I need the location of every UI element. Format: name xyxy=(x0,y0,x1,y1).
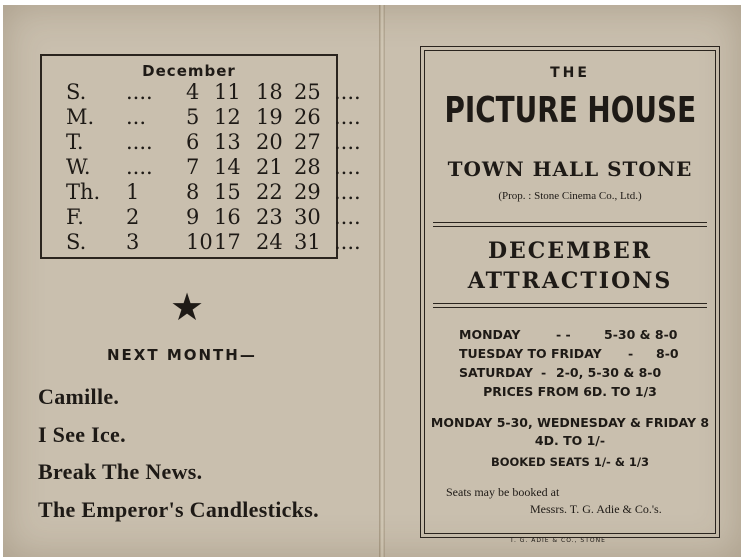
calendar-date: 20 xyxy=(256,130,283,154)
calendar-date: 13 xyxy=(214,130,241,154)
calendar-row xyxy=(66,79,361,105)
calendar-date: 19 xyxy=(256,105,283,129)
proprietor: (Prop. : Stone Cinema Co., Ltd.) xyxy=(498,190,642,202)
attractions-heading-2: ATTRACTIONS xyxy=(467,268,673,294)
next-month-heading: NEXT MONTH— xyxy=(107,346,257,364)
film-title: The Emperor's Candlesticks. xyxy=(38,497,319,522)
calendar-date: 23 xyxy=(256,205,283,229)
calendar-date: .... xyxy=(334,130,361,154)
calendar-date: .... xyxy=(334,205,361,229)
calendar-date: .... xyxy=(126,80,153,104)
calendar-weekday: Th. xyxy=(66,180,101,204)
calendar-date: 9 xyxy=(186,205,200,229)
calendar-date: 6 xyxy=(186,130,200,154)
calendar-date: 15 xyxy=(214,180,241,204)
booking-agent: Messrs. T. G. Adie & Co.'s. xyxy=(530,502,662,516)
divider xyxy=(433,303,707,304)
calendar-date: 11 xyxy=(214,80,241,104)
cinema-location: TOWN HALL STONE xyxy=(447,157,693,181)
divider xyxy=(433,222,707,223)
calendar-weekday: S. xyxy=(66,80,87,104)
attractions-heading-1: DECEMBER xyxy=(487,238,653,264)
booking-note: Seats may be booked at xyxy=(446,485,560,499)
star-icon: ★ xyxy=(170,285,205,329)
header-the: THE xyxy=(550,65,590,81)
schedule-times: 8-0 xyxy=(656,346,679,361)
schedule-day: SATURDAY xyxy=(459,365,533,380)
calendar-weekday: S. xyxy=(66,230,87,254)
calendar-row xyxy=(66,229,361,255)
film-title: Camille. xyxy=(38,384,120,409)
calendar-date: 26 xyxy=(294,105,321,129)
calendar-date: ... xyxy=(126,105,147,129)
printer-credit: T. G. ADIE & CO., STONE xyxy=(510,537,606,544)
calendar-date: .... xyxy=(334,105,361,129)
calendar-date: 5 xyxy=(186,105,200,129)
fold-crease xyxy=(379,5,385,557)
calendar-date: 24 xyxy=(256,230,283,254)
calendar-row xyxy=(66,129,361,155)
divider xyxy=(433,226,707,227)
calendar-date: 8 xyxy=(186,180,200,204)
calendar-date: 3 xyxy=(126,230,140,254)
divider xyxy=(433,307,707,308)
calendar-date: 21 xyxy=(256,155,283,179)
calendar-date: .... xyxy=(334,80,361,104)
cinema-name: PICTURE HOUSE xyxy=(444,90,697,131)
special-showings: MONDAY 5-30, WEDNESDAY & FRIDAY 8 xyxy=(430,415,710,430)
calendar-date: 12 xyxy=(214,105,241,129)
calendar-date: 16 xyxy=(214,205,241,229)
calendar-date: .... xyxy=(334,155,361,179)
calendar-weekday: W. xyxy=(66,155,91,179)
calendar-date: 30 xyxy=(294,205,321,229)
schedule-day: TUESDAY TO FRIDAY xyxy=(459,346,602,361)
calendar-date: 2 xyxy=(126,205,140,229)
calendar-date: 28 xyxy=(294,155,321,179)
calendar-date: 7 xyxy=(186,155,200,179)
calendar-date: 31 xyxy=(294,230,321,254)
calendar-date: 25 xyxy=(294,80,321,104)
calendar-weekday: F. xyxy=(66,205,84,229)
calendar-date: 27 xyxy=(294,130,321,154)
film-title: I See Ice. xyxy=(38,422,126,447)
calendar-date: .... xyxy=(126,130,153,154)
prices: PRICES FROM 6D. TO 1/3 xyxy=(483,384,657,399)
calendar-month: December xyxy=(142,62,236,80)
calendar-date: 4 xyxy=(186,80,200,104)
booked-seats: BOOKED SEATS 1/- & 1/3 xyxy=(490,455,650,469)
calendar-row xyxy=(66,204,361,230)
calendar-date: .... xyxy=(334,180,361,204)
calendar-date: 17 xyxy=(214,230,241,254)
schedule-sep: - - xyxy=(556,327,571,342)
calendar-row xyxy=(66,179,361,205)
calendar-date: 22 xyxy=(256,180,283,204)
calendar-date: 29 xyxy=(294,180,321,204)
schedule-sep: - xyxy=(541,365,547,380)
schedule-times: 2-0, 5-30 & 8-0 xyxy=(556,365,662,380)
calendar-date: 14 xyxy=(214,155,241,179)
calendar-row xyxy=(66,104,361,130)
schedule-times: 5-30 & 8-0 xyxy=(604,327,678,342)
calendar-date: 18 xyxy=(256,80,283,104)
film-title: Break The News. xyxy=(38,459,203,484)
schedule-day: MONDAY xyxy=(459,327,521,342)
calendar-date: 10 xyxy=(186,230,213,254)
calendar-weekday: M. xyxy=(66,105,95,129)
special-prices: 4D. TO 1/- xyxy=(534,433,606,448)
calendar-weekday: T. xyxy=(66,130,84,154)
calendar-date: .... xyxy=(126,155,153,179)
calendar-date: 1 xyxy=(126,180,140,204)
calendar-row xyxy=(66,154,361,180)
calendar-date: .... xyxy=(334,230,361,254)
schedule-sep: - xyxy=(628,346,634,361)
